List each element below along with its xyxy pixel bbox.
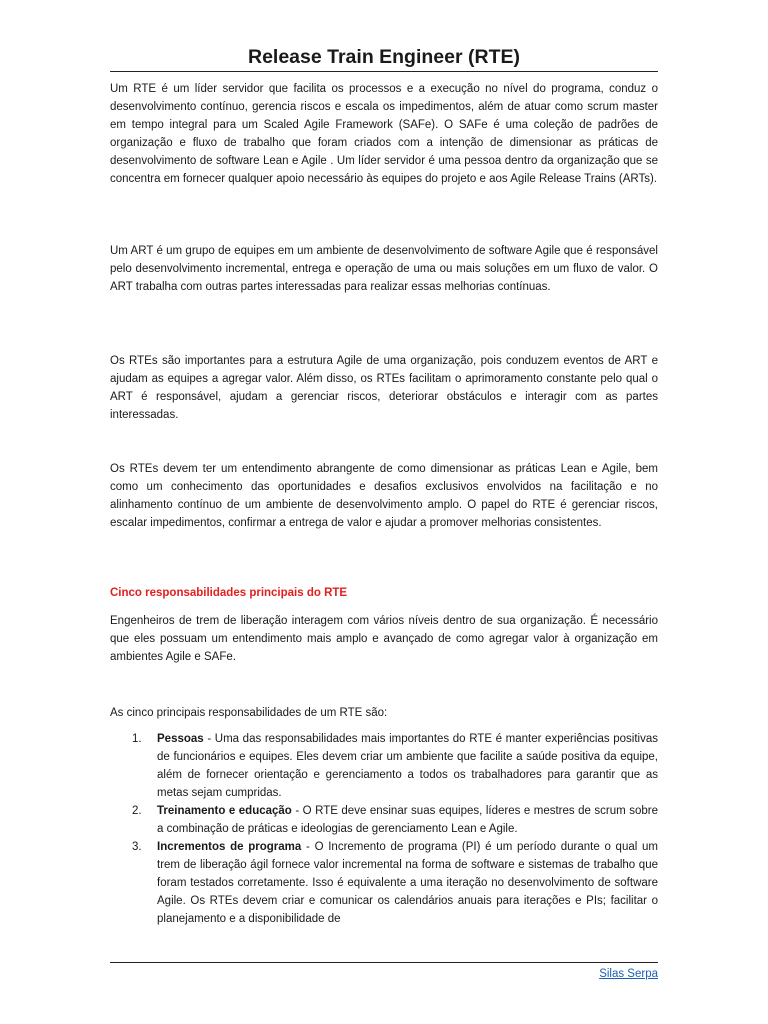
list-item-text: - O Incremento de programa (PI) é um período durante o qual um trem de liberação ágil fornece valor incremental na forma de software e sistemas de trabalho que foram testados corretamente. Isso é equivalente a uma iteração no desenvolvimento de software Agile. Os RTEs devem criar e comunicar os calendários anuais para iterações e PIs; facilitar o planejamento e a disponibilidade de [157,841,658,925]
section-intro: Engenheiros de trem de liberação interagem com vários níveis dentro de sua organização. É necessário que eles possuam um entendimento mais amplo e avançado de como agregar valor à organização em ambientes Agile e SAFe. [110,615,658,663]
paragraph-rte-understanding: Os RTEs devem ter um entendimento abrangente de como dimensionar as práticas Lean e Agile, bem como um conhecimento das oportunidades e desafios exclusivos envolvidos na facilitação e no alinhamento contínuo de um ambiente de desenvolvimento amplo. O papel do RTE é gerenciar riscos, escalar impedimentos, confirmar a entrega de valor e ajudar a promover melhorias consistentes. [110,463,658,529]
list-item-number: 1. [132,733,142,745]
responsibilities-list [110,730,658,928]
list-item [110,730,658,802]
list-item-title: Pessoas [157,733,204,745]
paragraph-rte-definition: Um RTE é um líder servidor que facilita os processos e a execução no nível do programa, conduz o desenvolvimento contínuo, gerencia riscos e escala os impedimentos, além de atuar como scrum master em tempo integral para um Scaled Agile Framework (SAFe). O SAFe é uma coleção de padrões de organização e fluxo de trabalho que foram criados com a intenção de dimensionar as práticas de desenvolvimento de software Lean e Agile . Um líder servidor é uma pessoa dentro da organização que se concentra em fornecer qualquer apoio necessário às equipes do projeto e aos Agile Release Trains (ARTs). [110,83,658,185]
list-item-text: - Uma das responsabilidades mais importantes do RTE é manter experiências positivas de funcionários e equipes. Eles devem criar um ambiente que facilite a saúde positiva da equipe, além de fornecer orientação e gerenciamento a todos os trabalhadores para garantir que as metas sejam cumpridas. [157,733,658,799]
list-item-number: 3. [132,841,142,853]
paragraph-art-definition: Um ART é um grupo de equipes em um ambiente de desenvolvimento de software Agile que é responsável pelo desenvolvimento incremental, entrega e operação de uma ou mais soluções em um fluxo de valor. O ART trabalha com outras partes interessadas para realizar essas melhorias contínuas. [110,245,658,293]
list-item-number: 2. [132,805,142,817]
section-heading: Cinco responsabilidades principais do RTE [110,587,348,599]
list-item-title: Incrementos de programa [157,841,302,853]
list-item [110,838,658,928]
document-title: Release Train Engineer (RTE) [247,46,520,68]
list-intro: As cinco principais responsabilidades de um RTE são: [110,707,388,719]
list-item-title: Treinamento e educação [157,805,292,817]
footer-divider [110,962,658,963]
paragraph-rte-importance: Os RTEs são importantes para a estrutura Agile de uma organização, pois conduzem eventos de ART e ajudam as equipes a agregar valor. Além disso, os RTEs facilitam o aprimoramento constante pelo qual o ART é responsável, ajudam a gerenciar riscos, deteriorar obstáculos e interagir com as partes interessadas. [110,355,658,421]
list-item-text: - O RTE deve ensinar suas equipes, líderes e mestres de scrum sobre a combinação de práticas e ideologias de gerenciamento Lean e Agile. [157,805,658,835]
list-item [110,802,658,838]
title-divider [110,71,658,72]
footer-author-link[interactable]: Silas Serpa [599,968,658,980]
